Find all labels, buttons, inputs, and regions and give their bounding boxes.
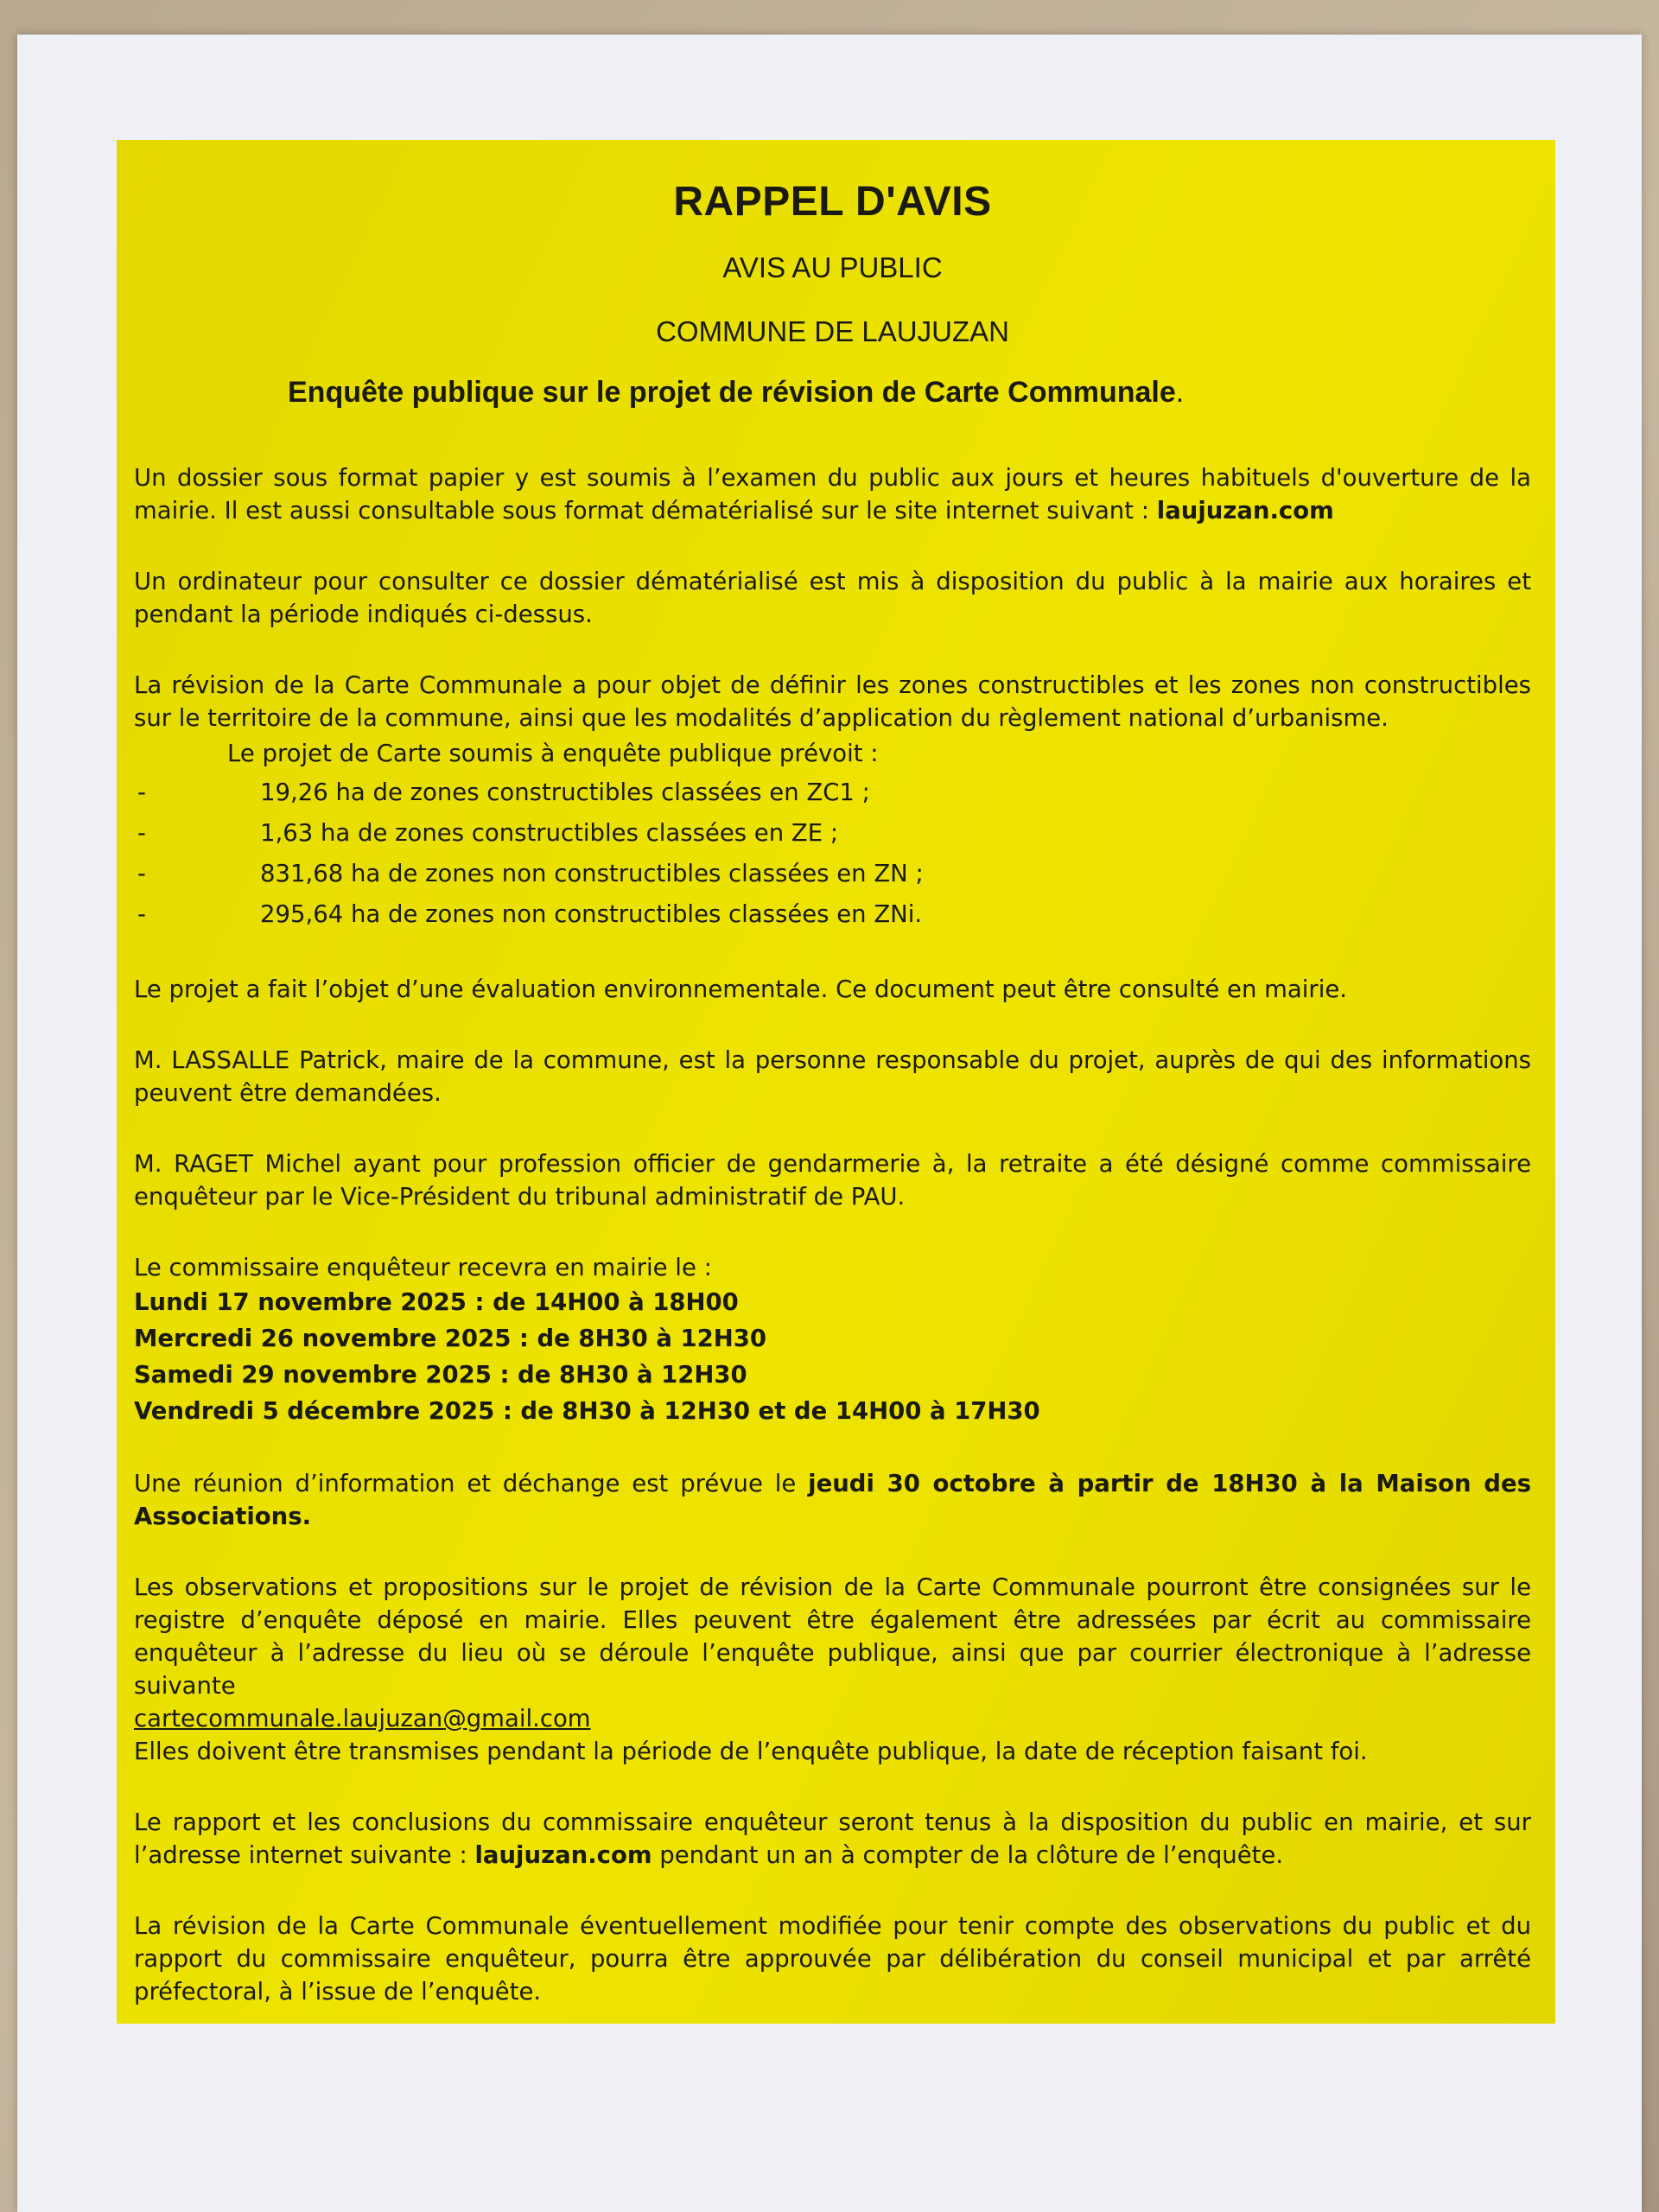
paragraph-revision: La révision de la Carte Communale a pour objet de définir les zones constructibles et les zones non constructibles sur le territoire de la commune, ainsi que les modalités d’application du règlement national d’urbanisme. xyxy=(134,671,1531,732)
yellow-notice xyxy=(117,140,1555,2024)
paper-sheet xyxy=(17,35,1642,2212)
zone-item-text: 19,26 ha de zones constructibles classées en ZC1 ; xyxy=(260,779,870,806)
paragraph-approbation: La révision de la Carte Communale éventuellement modifiée pour tenir compte des observations du public et du rapport du commissaire enquêteur, pourra être approuvée par délibération du conseil municipal et par arrêté préfectoral, à l’issue de l’enquête. xyxy=(134,1912,1531,2005)
enquete-heading-period: . xyxy=(1175,376,1185,409)
website-link-2[interactable]: laujuzan.com xyxy=(474,1841,652,1869)
paragraph-ordinateur: Un ordinateur pour consulter ce dossier dématérialisé est mis à disposition du public à la mairie aux horaires et pendant la période indiqués ci-dessus. xyxy=(134,568,1531,628)
zone-item xyxy=(134,894,1531,935)
paragraph-rapport-text: Le rapport et les conclusions du commissaire enquêteur seront tenus à la disposition du public en mairie, et sur l’adresse internet suivante : xyxy=(134,1808,1531,1869)
permanence-date: Lundi 17 novembre 2025 : de 14H00 à 18H00 xyxy=(134,1288,739,1316)
zones-list xyxy=(134,772,1531,935)
permanence-date: Vendredi 5 décembre 2025 : de 8H30 à 12H30 et de 14H00 à 17H30 xyxy=(134,1397,1040,1425)
zone-item xyxy=(134,772,1531,813)
enquete-heading-text: Enquête publique sur le projet de révision de Carte Communale xyxy=(288,376,1176,409)
paragraph-reunion xyxy=(134,1467,1531,1533)
commune-name: COMMUNE DE LAUJUZAN xyxy=(656,315,1009,347)
paragraph-rapport-after: pendant un an à compter de la clôture de l’enquête. xyxy=(652,1841,1284,1869)
notice-subtitle: AVIS AU PUBLIC xyxy=(722,251,943,283)
zone-item-text: 1,63 ha de zones constructibles classées en ZE ; xyxy=(260,819,839,847)
zone-item xyxy=(134,854,1531,894)
paragraph-rapport xyxy=(134,1806,1531,1872)
zone-item-text: 295,64 ha de zones non constructibles classées en ZNi. xyxy=(260,900,923,928)
paragraph-projet-intro: Le projet de Carte soumis à enquête publique prévoit : xyxy=(227,740,879,767)
paragraph-commissaire: M. RAGET Michel ayant pour profession officier de gendarmerie à, la retraite a été désigné comme commissaire enquêteur par le Vice-Président du tribunal administratif de PAU. xyxy=(134,1150,1531,1211)
bullet-dash: - xyxy=(137,779,146,806)
permanence-date: Samedi 29 novembre 2025 : de 8H30 à 12H30 xyxy=(134,1361,747,1389)
paragraph-transmission: Elles doivent être transmises pendant la période de l’enquête publique, la date de réception faisant foi. xyxy=(134,1738,1368,1765)
paragraph-evaluation: Le projet a fait l’objet d’une évaluation environnementale. Ce document peut être consulté en mairie. xyxy=(134,976,1348,1003)
bullet-dash: - xyxy=(137,819,146,847)
paragraph-dossier xyxy=(134,461,1531,527)
email-link[interactable]: cartecommunale.laujuzan@gmail.com xyxy=(134,1705,591,1732)
website-link[interactable]: laujuzan.com xyxy=(1156,497,1334,524)
notice-body xyxy=(134,461,1531,2008)
bullet-dash: - xyxy=(137,860,146,887)
reunion-date: jeudi 30 octobre à partir de 18H30 à la Maison des Associations. xyxy=(134,1470,1531,1530)
enquete-heading xyxy=(288,376,1531,410)
paragraph-observations: Les observations et propositions sur le projet de révision de la Carte Communale pourront être consignées sur le registre d’enquête déposé en mairie. Elles peuvent être également être adressées par écrit au commissaire enquêteur à l’adresse du lieu où se déroule l’enquête publique, ainsi que par courrier électronique à l’adresse suivante xyxy=(134,1573,1531,1700)
permanence-date: Mercredi 26 novembre 2025 : de 8H30 à 12H30 xyxy=(134,1325,767,1352)
zone-item-text: 831,68 ha de zones non constructibles classées en ZN ; xyxy=(260,860,924,887)
bullet-dash: - xyxy=(137,900,146,928)
zone-item xyxy=(134,813,1531,854)
notice-title: RAPPEL D'AVIS xyxy=(673,179,992,225)
paragraph-responsable: M. LASSALLE Patrick, maire de la commune, est la personne responsable du projet, auprès de qui des informations peuvent être demandées. xyxy=(134,1046,1531,1107)
permanences-dates xyxy=(134,1284,1531,1429)
paragraph-reunion-text: Une réunion d’information et déchange est prévue le xyxy=(134,1470,809,1497)
permanences-intro: Le commissaire enquêteur recevra en mairie le : xyxy=(134,1254,712,1281)
paragraph-dossier-text: Un dossier sous format papier y est soumis à l’examen du public aux jours et heures habituels d'ouverture de la mairie. Il est aussi consultable sous format dématérialisé sur le site internet suivant : xyxy=(134,464,1531,524)
